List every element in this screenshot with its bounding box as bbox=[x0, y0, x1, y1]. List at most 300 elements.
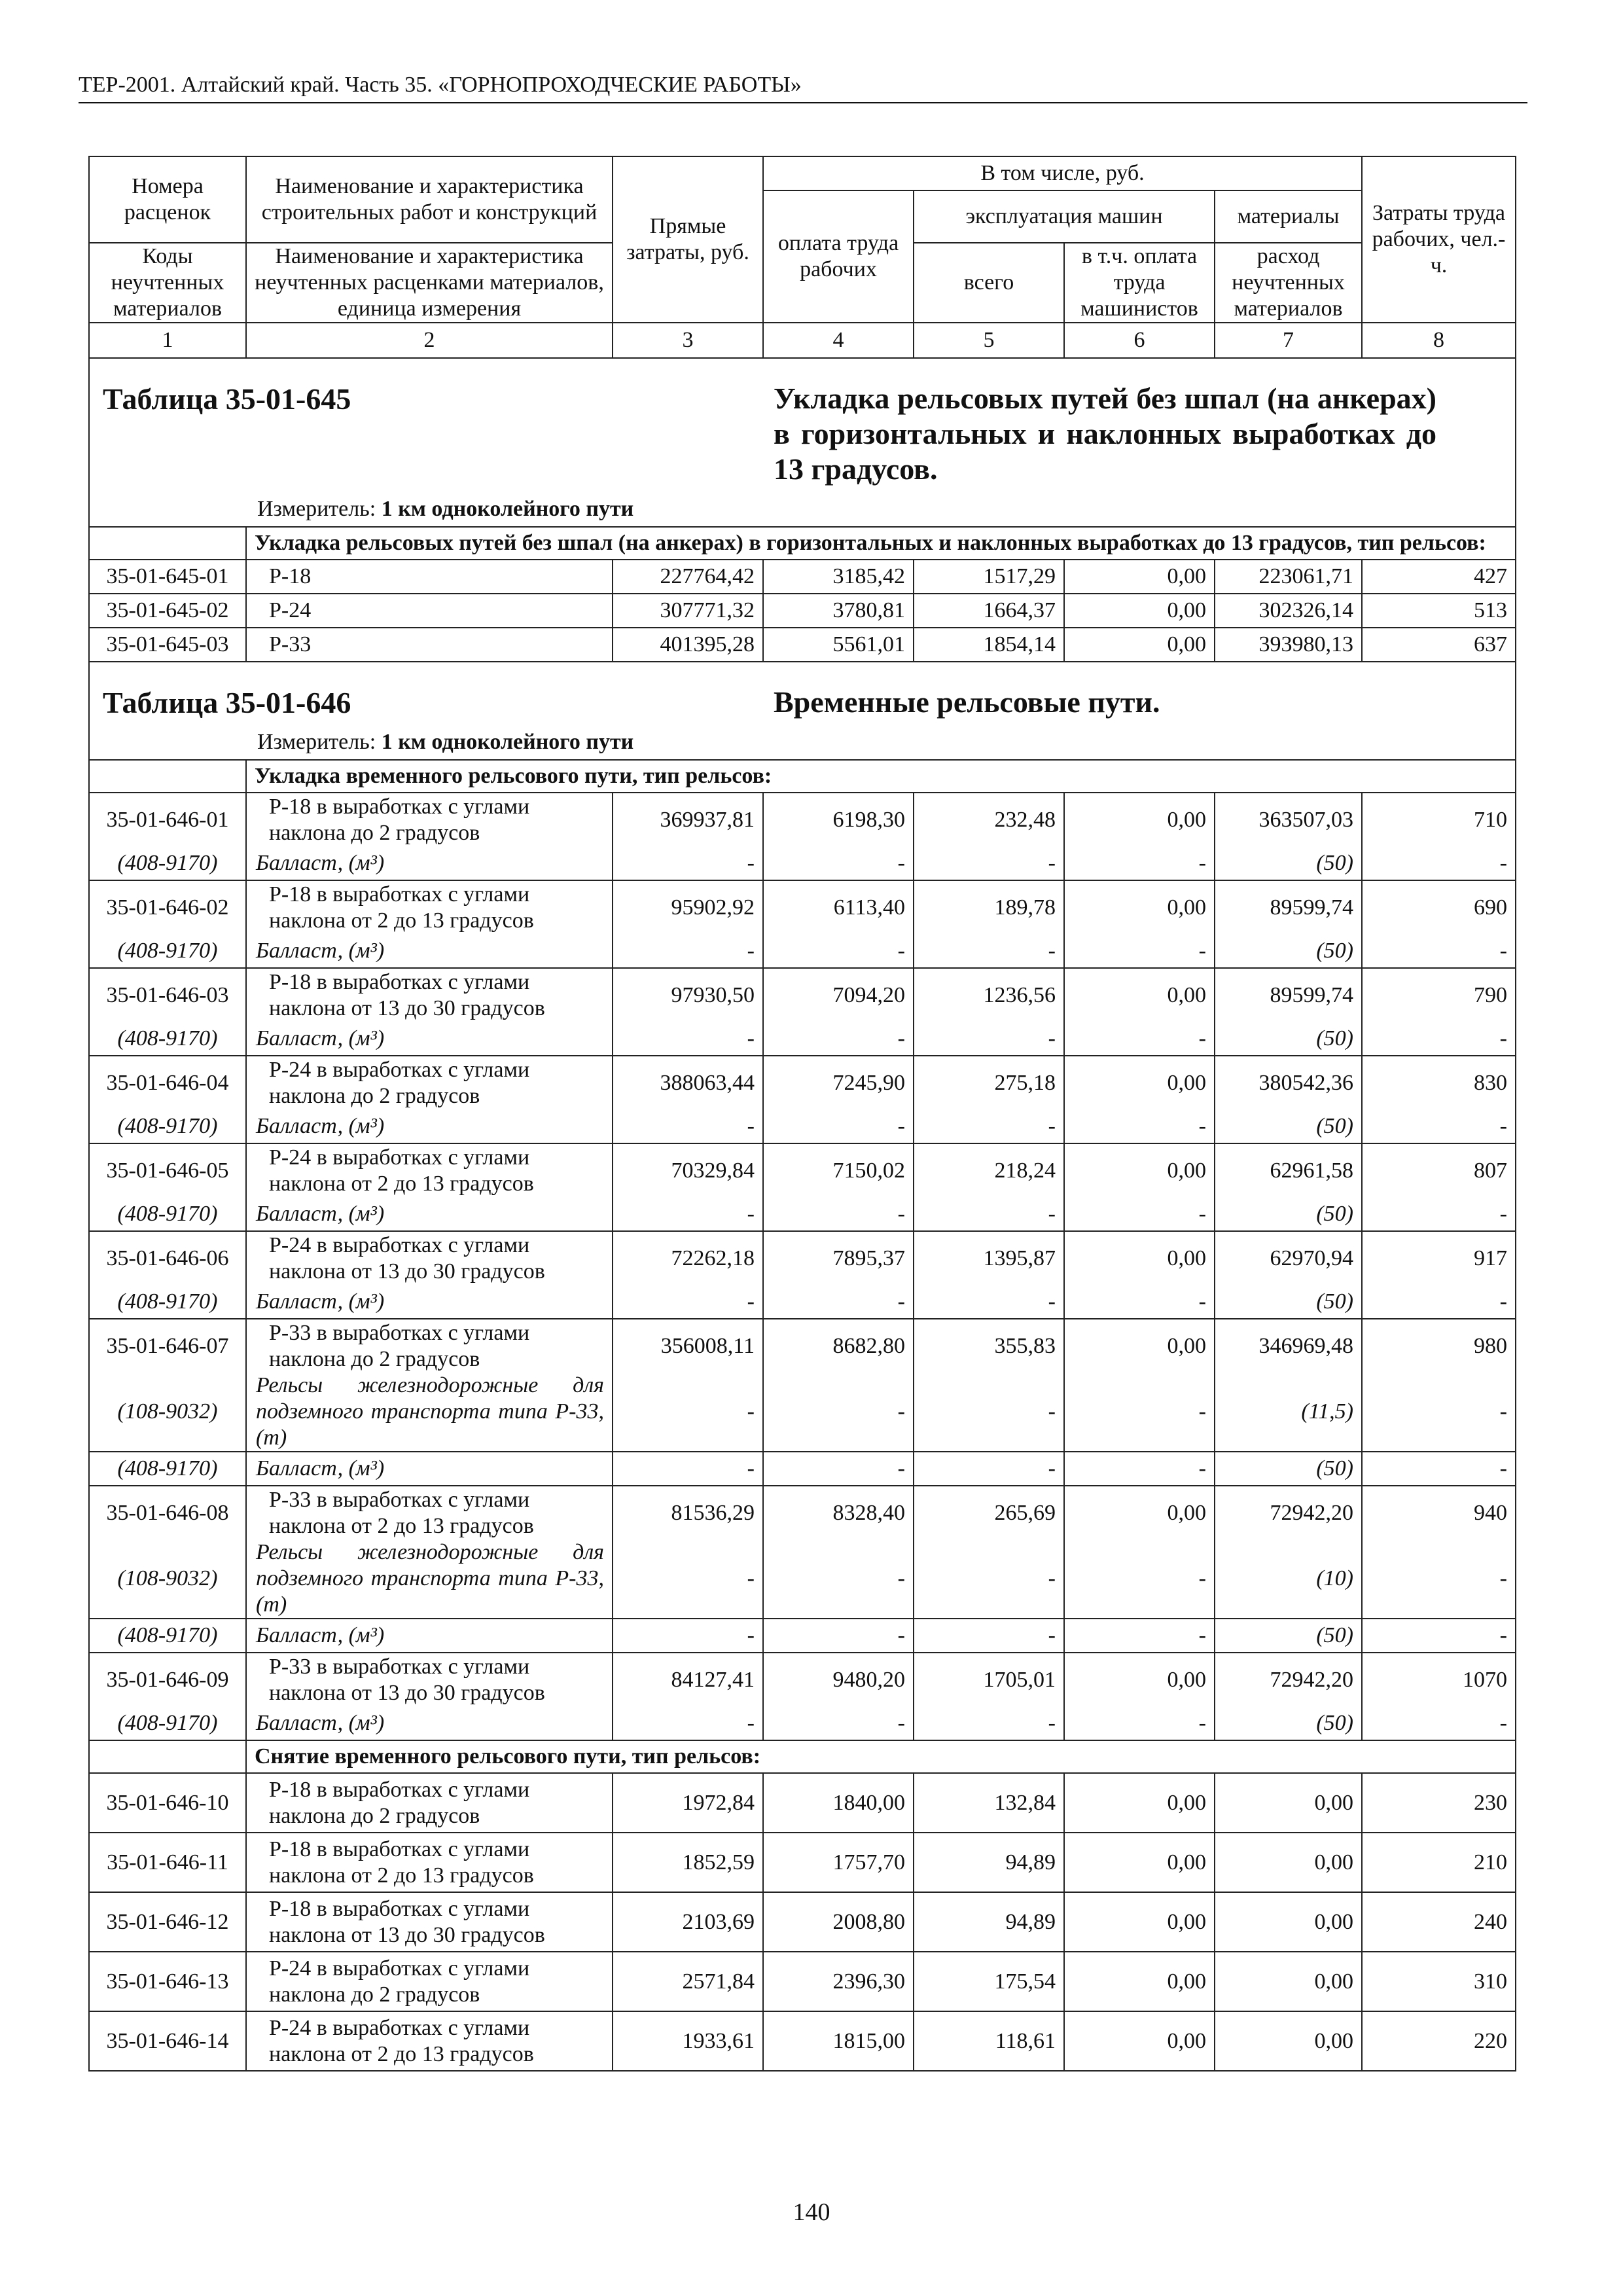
page-number: 140 bbox=[793, 2198, 830, 2226]
rate-row bbox=[89, 628, 1516, 662]
direct-cost: 70329,84 bbox=[613, 1143, 763, 1197]
rate-name: Р-18 в выработках с углами наклона до 2 градусов bbox=[246, 1773, 613, 1833]
dash-cell: - bbox=[613, 1619, 763, 1653]
section-title: Укладка рельсовых путей без шпал (на анкерах) в горизонтальных и наклонных выработках до 13 градусов, тип рельсов: bbox=[246, 527, 1516, 560]
dash-cell: - bbox=[914, 1619, 1064, 1653]
materials-cost: 223061,71 bbox=[1215, 560, 1362, 594]
dash-cell: - bbox=[1064, 846, 1215, 880]
col-including: В том числе, руб. bbox=[763, 156, 1362, 190]
direct-cost: 81536,29 bbox=[613, 1486, 763, 1539]
wages-cost: 3185,42 bbox=[763, 560, 914, 594]
rate-name: Р-24 в выработках с углами наклона от 2 до 13 градусов bbox=[246, 1143, 613, 1197]
dash-cell: - bbox=[914, 1109, 1064, 1143]
materials-cost: 0,00 bbox=[1215, 2011, 1362, 2071]
rate-row bbox=[89, 2011, 1516, 2071]
dash-cell: - bbox=[1362, 934, 1516, 968]
materials-cost: 380542,36 bbox=[1215, 1056, 1362, 1109]
material-name: Балласт, (м³) bbox=[246, 1452, 613, 1486]
labor-cost: 513 bbox=[1362, 594, 1516, 628]
direct-cost: 97930,50 bbox=[613, 968, 763, 1022]
rate-row bbox=[89, 1143, 1516, 1197]
machinists-wages: 0,00 bbox=[1064, 1952, 1215, 2011]
material-row bbox=[89, 1109, 1516, 1143]
table-label: Таблица 35-01-646 bbox=[103, 686, 351, 719]
wages-cost: 2396,30 bbox=[763, 1952, 914, 2011]
unit-label: Измеритель: bbox=[257, 730, 376, 754]
material-row bbox=[89, 1372, 1516, 1452]
material-quantity: (50) bbox=[1215, 1109, 1362, 1143]
dash-cell: - bbox=[1064, 1619, 1215, 1653]
wages-cost: 7895,37 bbox=[763, 1231, 914, 1285]
labor-cost: 917 bbox=[1362, 1231, 1516, 1285]
direct-cost: 2103,69 bbox=[613, 1892, 763, 1952]
material-quantity: (10) bbox=[1215, 1539, 1362, 1619]
dash-cell: - bbox=[613, 1109, 763, 1143]
material-code: (408-9170) bbox=[89, 934, 246, 968]
machines-cost: 94,89 bbox=[914, 1833, 1064, 1892]
machinists-wages: 0,00 bbox=[1064, 1892, 1215, 1952]
table-title-cell bbox=[89, 358, 763, 527]
materials-cost: 0,00 bbox=[1215, 1773, 1362, 1833]
wages-cost: 1757,70 bbox=[763, 1833, 914, 1892]
direct-cost: 388063,44 bbox=[613, 1056, 763, 1109]
machinists-wages: 0,00 bbox=[1064, 1773, 1215, 1833]
dash-cell: - bbox=[1064, 934, 1215, 968]
dash-cell: - bbox=[1064, 1285, 1215, 1319]
direct-cost: 1852,59 bbox=[613, 1833, 763, 1892]
material-code: (408-9170) bbox=[89, 1197, 246, 1231]
dash-cell: - bbox=[1362, 1539, 1516, 1619]
labor-cost: 210 bbox=[1362, 1833, 1516, 1892]
header-row-1 bbox=[89, 156, 1516, 190]
table-title-row bbox=[89, 662, 1516, 760]
materials-cost: 62961,58 bbox=[1215, 1143, 1362, 1197]
material-name: Рельсы железнодорожные для подземного транспорта типа Р-33, (т) bbox=[246, 1372, 613, 1452]
rate-name: Р-24 в выработках с углами наклона до 2 градусов bbox=[246, 1056, 613, 1109]
material-code: (408-9170) bbox=[89, 1109, 246, 1143]
direct-cost: 369937,81 bbox=[613, 793, 763, 846]
col-code-bottom: Коды неучтенных материалов bbox=[89, 243, 246, 323]
dash-cell: - bbox=[763, 1109, 914, 1143]
machines-cost: 175,54 bbox=[914, 1952, 1064, 2011]
machines-cost: 1517,29 bbox=[914, 560, 1064, 594]
rate-row bbox=[89, 1056, 1516, 1109]
material-quantity: (50) bbox=[1215, 1619, 1362, 1653]
dash-cell: - bbox=[1362, 1285, 1516, 1319]
rate-row bbox=[89, 1653, 1516, 1706]
machinists-wages: 0,00 bbox=[1064, 1143, 1215, 1197]
rate-code: 35-01-646-09 bbox=[89, 1653, 246, 1706]
material-code: (108-9032) bbox=[89, 1539, 246, 1619]
table-title-row bbox=[89, 358, 1516, 527]
rate-code: 35-01-646-11 bbox=[89, 1833, 246, 1892]
machinists-wages: 0,00 bbox=[1064, 1231, 1215, 1285]
rate-name: Р-24 в выработках с углами наклона от 13 до 30 градусов bbox=[246, 1231, 613, 1285]
dash-cell: - bbox=[613, 1022, 763, 1056]
machinists-wages: 0,00 bbox=[1064, 1319, 1215, 1372]
dash-cell: - bbox=[914, 1539, 1064, 1619]
machines-cost: 355,83 bbox=[914, 1319, 1064, 1372]
direct-cost: 95902,92 bbox=[613, 880, 763, 934]
dash-cell: - bbox=[914, 1372, 1064, 1452]
direct-cost: 2571,84 bbox=[613, 1952, 763, 2011]
machines-cost: 1664,37 bbox=[914, 594, 1064, 628]
dash-cell: - bbox=[763, 1539, 914, 1619]
unit-value: 1 км одноколейного пути bbox=[381, 497, 634, 521]
col-number: 4 bbox=[763, 323, 914, 358]
labor-cost: 637 bbox=[1362, 628, 1516, 662]
col-direct: Прямые затраты, руб. bbox=[613, 156, 763, 323]
section-code-cell bbox=[89, 760, 246, 793]
section-code-cell bbox=[89, 527, 246, 560]
col-materials: материалы bbox=[1215, 190, 1362, 243]
material-name: Балласт, (м³) bbox=[246, 1197, 613, 1231]
material-quantity: (50) bbox=[1215, 1285, 1362, 1319]
col-number: 7 bbox=[1215, 323, 1362, 358]
material-name: Балласт, (м³) bbox=[246, 1022, 613, 1056]
materials-cost: 72942,20 bbox=[1215, 1653, 1362, 1706]
machines-cost: 132,84 bbox=[914, 1773, 1064, 1833]
rate-row bbox=[89, 1319, 1516, 1372]
col-name-bottom: Наименование и характеристика неучтенных расценками материалов, единица измерения bbox=[246, 243, 613, 323]
materials-cost: 363507,03 bbox=[1215, 793, 1362, 846]
dash-cell: - bbox=[1362, 1372, 1516, 1452]
machinists-wages: 0,00 bbox=[1064, 628, 1215, 662]
material-quantity: (50) bbox=[1215, 1197, 1362, 1231]
direct-cost: 307771,32 bbox=[613, 594, 763, 628]
col-code-top: Номера расценок bbox=[89, 156, 246, 243]
dash-cell: - bbox=[763, 1022, 914, 1056]
table-body bbox=[89, 156, 1516, 2071]
dash-cell: - bbox=[1064, 1372, 1215, 1452]
rate-name: Р-18 в выработках с углами наклона до 2 градусов bbox=[246, 793, 613, 846]
table-name-cell bbox=[763, 662, 1516, 760]
labor-cost: 980 bbox=[1362, 1319, 1516, 1372]
dash-cell: - bbox=[914, 846, 1064, 880]
rate-row bbox=[89, 880, 1516, 934]
labor-cost: 790 bbox=[1362, 968, 1516, 1022]
machinists-wages: 0,00 bbox=[1064, 1486, 1215, 1539]
machines-cost: 1854,14 bbox=[914, 628, 1064, 662]
rates-table bbox=[88, 156, 1516, 2072]
direct-cost: 72262,18 bbox=[613, 1231, 763, 1285]
rate-row bbox=[89, 1486, 1516, 1539]
dash-cell: - bbox=[763, 1619, 914, 1653]
section-row bbox=[89, 760, 1516, 793]
section-title: Снятие временного рельсового пути, тип рельсов: bbox=[246, 1740, 1516, 1773]
labor-cost: 1070 bbox=[1362, 1653, 1516, 1706]
rate-row bbox=[89, 1952, 1516, 2011]
machinists-wages: 0,00 bbox=[1064, 2011, 1215, 2071]
material-quantity: (50) bbox=[1215, 846, 1362, 880]
col-wages: оплата труда рабочих bbox=[763, 190, 914, 323]
material-code: (108-9032) bbox=[89, 1372, 246, 1452]
dash-cell: - bbox=[613, 1372, 763, 1452]
section-title: Укладка временного рельсового пути, тип рельсов: bbox=[246, 760, 1516, 793]
dash-cell: - bbox=[1362, 846, 1516, 880]
dash-cell: - bbox=[1064, 1022, 1215, 1056]
wages-cost: 7245,90 bbox=[763, 1056, 914, 1109]
material-row bbox=[89, 1452, 1516, 1486]
wages-cost: 6198,30 bbox=[763, 793, 914, 846]
materials-cost: 0,00 bbox=[1215, 1892, 1362, 1952]
dash-cell: - bbox=[914, 1022, 1064, 1056]
col-number: 6 bbox=[1064, 323, 1215, 358]
table-name-cell bbox=[763, 358, 1516, 527]
rate-row bbox=[89, 594, 1516, 628]
machines-cost: 1705,01 bbox=[914, 1653, 1064, 1706]
labor-cost: 940 bbox=[1362, 1486, 1516, 1539]
table-label: Таблица 35-01-645 bbox=[103, 382, 351, 416]
dash-cell: - bbox=[1064, 1539, 1215, 1619]
dash-cell: - bbox=[613, 934, 763, 968]
machines-cost: 218,24 bbox=[914, 1143, 1064, 1197]
dash-cell: - bbox=[914, 934, 1064, 968]
direct-cost: 1972,84 bbox=[613, 1773, 763, 1833]
dash-cell: - bbox=[1064, 1452, 1215, 1486]
dash-cell: - bbox=[1064, 1109, 1215, 1143]
dash-cell: - bbox=[1064, 1197, 1215, 1231]
material-row bbox=[89, 1619, 1516, 1653]
machines-cost: 275,18 bbox=[914, 1056, 1064, 1109]
machinists-wages: 0,00 bbox=[1064, 793, 1215, 846]
machines-cost: 118,61 bbox=[914, 2011, 1064, 2071]
material-name: Рельсы железнодорожные для подземного транспорта типа Р-33, (т) bbox=[246, 1539, 613, 1619]
dash-cell: - bbox=[1362, 1706, 1516, 1740]
wages-cost: 5561,01 bbox=[763, 628, 914, 662]
materials-cost: 89599,74 bbox=[1215, 880, 1362, 934]
material-code: (408-9170) bbox=[89, 1619, 246, 1653]
dash-cell: - bbox=[763, 934, 914, 968]
unit-line bbox=[257, 729, 633, 755]
machinists-wages: 0,00 bbox=[1064, 1056, 1215, 1109]
dash-cell: - bbox=[914, 1285, 1064, 1319]
dash-cell: - bbox=[763, 1285, 914, 1319]
machinists-wages: 0,00 bbox=[1064, 1653, 1215, 1706]
col-machines-wages: в т.ч. оплата труда машинистов bbox=[1064, 243, 1215, 323]
direct-cost: 227764,42 bbox=[613, 560, 763, 594]
material-code: (408-9170) bbox=[89, 1022, 246, 1056]
rate-name: Р-18 в выработках с углами наклона от 13 до 30 градусов bbox=[246, 968, 613, 1022]
direct-cost: 356008,11 bbox=[613, 1319, 763, 1372]
rate-row bbox=[89, 1892, 1516, 1952]
dash-cell: - bbox=[1064, 1706, 1215, 1740]
material-quantity: (50) bbox=[1215, 1706, 1362, 1740]
material-quantity: (11,5) bbox=[1215, 1372, 1362, 1452]
dash-cell: - bbox=[914, 1452, 1064, 1486]
dash-cell: - bbox=[613, 846, 763, 880]
direct-cost: 1933,61 bbox=[613, 2011, 763, 2071]
col-number: 5 bbox=[914, 323, 1064, 358]
labor-cost: 230 bbox=[1362, 1773, 1516, 1833]
materials-cost: 302326,14 bbox=[1215, 594, 1362, 628]
labor-cost: 690 bbox=[1362, 880, 1516, 934]
wages-cost: 7094,20 bbox=[763, 968, 914, 1022]
rate-row bbox=[89, 793, 1516, 846]
labor-cost: 830 bbox=[1362, 1056, 1516, 1109]
rate-name: Р-18 в выработках с углами наклона от 2 до 13 градусов bbox=[246, 880, 613, 934]
materials-cost: 346969,48 bbox=[1215, 1319, 1362, 1372]
table-name: Временные рельсовые пути. bbox=[774, 685, 1160, 719]
rate-row bbox=[89, 1833, 1516, 1892]
table-title-cell bbox=[89, 662, 763, 760]
rate-code: 35-01-646-07 bbox=[89, 1319, 246, 1372]
dash-cell: - bbox=[1362, 1197, 1516, 1231]
machinists-wages: 0,00 bbox=[1064, 1833, 1215, 1892]
column-numbers-row bbox=[89, 323, 1516, 358]
rate-name: Р-24 bbox=[246, 594, 613, 628]
wages-cost: 8328,40 bbox=[763, 1486, 914, 1539]
machinists-wages: 0,00 bbox=[1064, 560, 1215, 594]
col-name-top: Наименование и характеристика строительных работ и конструкций bbox=[246, 156, 613, 243]
dash-cell: - bbox=[763, 1706, 914, 1740]
machinists-wages: 0,00 bbox=[1064, 594, 1215, 628]
rate-row bbox=[89, 1773, 1516, 1833]
running-header: ТЕР-2001. Алтайский край. Часть 35. «ГОРНОПРОХОДЧЕСКИЕ РАБОТЫ» bbox=[79, 71, 1527, 103]
section-row bbox=[89, 1740, 1516, 1773]
dash-cell: - bbox=[613, 1197, 763, 1231]
wages-cost: 2008,80 bbox=[763, 1892, 914, 1952]
material-name: Балласт, (м³) bbox=[246, 1285, 613, 1319]
rate-name: Р-18 в выработках с углами наклона от 13 до 30 градусов bbox=[246, 1892, 613, 1952]
dash-cell: - bbox=[763, 846, 914, 880]
rate-code: 35-01-646-08 bbox=[89, 1486, 246, 1539]
wages-cost: 7150,02 bbox=[763, 1143, 914, 1197]
wages-cost: 9480,20 bbox=[763, 1653, 914, 1706]
rate-name: Р-33 в выработках с углами наклона от 13 до 30 градусов bbox=[246, 1653, 613, 1706]
material-code: (408-9170) bbox=[89, 1452, 246, 1486]
labor-cost: 427 bbox=[1362, 560, 1516, 594]
labor-cost: 710 bbox=[1362, 793, 1516, 846]
col-materials-extra: расход неучтенных материалов bbox=[1215, 243, 1362, 323]
material-row bbox=[89, 1539, 1516, 1619]
col-machines: эксплуатация машин bbox=[914, 190, 1215, 243]
material-row bbox=[89, 1197, 1516, 1231]
labor-cost: 220 bbox=[1362, 2011, 1516, 2071]
rate-name: Р-24 в выработках с углами наклона до 2 градусов bbox=[246, 1952, 613, 2011]
rate-row bbox=[89, 1231, 1516, 1285]
col-labor: Затраты труда рабочих, чел.-ч. bbox=[1362, 156, 1516, 323]
dash-cell: - bbox=[914, 1197, 1064, 1231]
rate-row bbox=[89, 968, 1516, 1022]
materials-cost: 89599,74 bbox=[1215, 968, 1362, 1022]
material-row bbox=[89, 934, 1516, 968]
materials-cost: 0,00 bbox=[1215, 1952, 1362, 2011]
dash-cell: - bbox=[613, 1706, 763, 1740]
rate-code: 35-01-646-12 bbox=[89, 1892, 246, 1952]
rate-code: 35-01-646-02 bbox=[89, 880, 246, 934]
rate-name: Р-18 в выработках с углами наклона от 2 до 13 градусов bbox=[246, 1833, 613, 1892]
material-row bbox=[89, 1022, 1516, 1056]
labor-cost: 310 bbox=[1362, 1952, 1516, 2011]
wages-cost: 8682,80 bbox=[763, 1319, 914, 1372]
rate-code: 35-01-646-14 bbox=[89, 2011, 246, 2071]
machines-cost: 1236,56 bbox=[914, 968, 1064, 1022]
materials-cost: 62970,94 bbox=[1215, 1231, 1362, 1285]
rate-name: Р-18 bbox=[246, 560, 613, 594]
material-code: (408-9170) bbox=[89, 1706, 246, 1740]
material-name: Балласт, (м³) bbox=[246, 846, 613, 880]
dash-cell: - bbox=[1362, 1619, 1516, 1653]
col-number: 8 bbox=[1362, 323, 1516, 358]
labor-cost: 807 bbox=[1362, 1143, 1516, 1197]
machinists-wages: 0,00 bbox=[1064, 968, 1215, 1022]
section-row bbox=[89, 527, 1516, 560]
col-number: 3 bbox=[613, 323, 763, 358]
direct-cost: 84127,41 bbox=[613, 1653, 763, 1706]
table-title-wrap bbox=[103, 685, 750, 757]
dash-cell: - bbox=[1362, 1452, 1516, 1486]
material-code: (408-9170) bbox=[89, 1285, 246, 1319]
materials-cost: 72942,20 bbox=[1215, 1486, 1362, 1539]
unit-line bbox=[257, 496, 633, 522]
col-number: 1 bbox=[89, 323, 246, 358]
machines-cost: 189,78 bbox=[914, 880, 1064, 934]
rate-code: 35-01-646-03 bbox=[89, 968, 246, 1022]
dash-cell: - bbox=[763, 1452, 914, 1486]
dash-cell: - bbox=[613, 1539, 763, 1619]
material-name: Балласт, (м³) bbox=[246, 1706, 613, 1740]
material-name: Балласт, (м³) bbox=[246, 1619, 613, 1653]
material-row bbox=[89, 1285, 1516, 1319]
machines-cost: 265,69 bbox=[914, 1486, 1064, 1539]
material-quantity: (50) bbox=[1215, 934, 1362, 968]
dash-cell: - bbox=[613, 1452, 763, 1486]
rate-code: 35-01-646-06 bbox=[89, 1231, 246, 1285]
dash-cell: - bbox=[1362, 1109, 1516, 1143]
machines-cost: 1395,87 bbox=[914, 1231, 1064, 1285]
dash-cell: - bbox=[763, 1197, 914, 1231]
wages-cost: 1840,00 bbox=[763, 1773, 914, 1833]
unit-value: 1 км одноколейного пути bbox=[381, 730, 634, 754]
direct-cost: 401395,28 bbox=[613, 628, 763, 662]
unit-label: Измеритель: bbox=[257, 497, 376, 521]
material-name: Балласт, (м³) bbox=[246, 934, 613, 968]
machinists-wages: 0,00 bbox=[1064, 880, 1215, 934]
rate-code: 35-01-645-02 bbox=[89, 594, 246, 628]
rate-code: 35-01-646-10 bbox=[89, 1773, 246, 1833]
dash-cell: - bbox=[1362, 1022, 1516, 1056]
col-machines-total: всего bbox=[914, 243, 1064, 323]
material-quantity: (50) bbox=[1215, 1452, 1362, 1486]
wages-cost: 3780,81 bbox=[763, 594, 914, 628]
materials-cost: 393980,13 bbox=[1215, 628, 1362, 662]
table-name: Укладка рельсовых путей без шпал (на анкерах) в горизонтальных и наклонных выработках до 13 градусов. bbox=[774, 382, 1436, 486]
rate-code: 35-01-645-03 bbox=[89, 628, 246, 662]
machines-cost: 94,89 bbox=[914, 1892, 1064, 1952]
wages-cost: 1815,00 bbox=[763, 2011, 914, 2071]
rate-code: 35-01-646-04 bbox=[89, 1056, 246, 1109]
rate-name: Р-33 в выработках с углами наклона от 2 до 13 градусов bbox=[246, 1486, 613, 1539]
dash-cell: - bbox=[763, 1372, 914, 1452]
labor-cost: 240 bbox=[1362, 1892, 1516, 1952]
material-name: Балласт, (м³) bbox=[246, 1109, 613, 1143]
rate-name: Р-33 в выработках с углами наклона до 2 градусов bbox=[246, 1319, 613, 1372]
section-code-cell bbox=[89, 1740, 246, 1773]
dash-cell: - bbox=[613, 1285, 763, 1319]
rate-row bbox=[89, 560, 1516, 594]
rate-code: 35-01-646-05 bbox=[89, 1143, 246, 1197]
material-quantity: (50) bbox=[1215, 1022, 1362, 1056]
rate-code: 35-01-646-01 bbox=[89, 793, 246, 846]
material-code: (408-9170) bbox=[89, 846, 246, 880]
rate-name: Р-24 в выработках с углами наклона от 2 до 13 градусов bbox=[246, 2011, 613, 2071]
material-row bbox=[89, 846, 1516, 880]
machines-cost: 232,48 bbox=[914, 793, 1064, 846]
wages-cost: 6113,40 bbox=[763, 880, 914, 934]
rate-code: 35-01-646-13 bbox=[89, 1952, 246, 2011]
dash-cell: - bbox=[914, 1706, 1064, 1740]
